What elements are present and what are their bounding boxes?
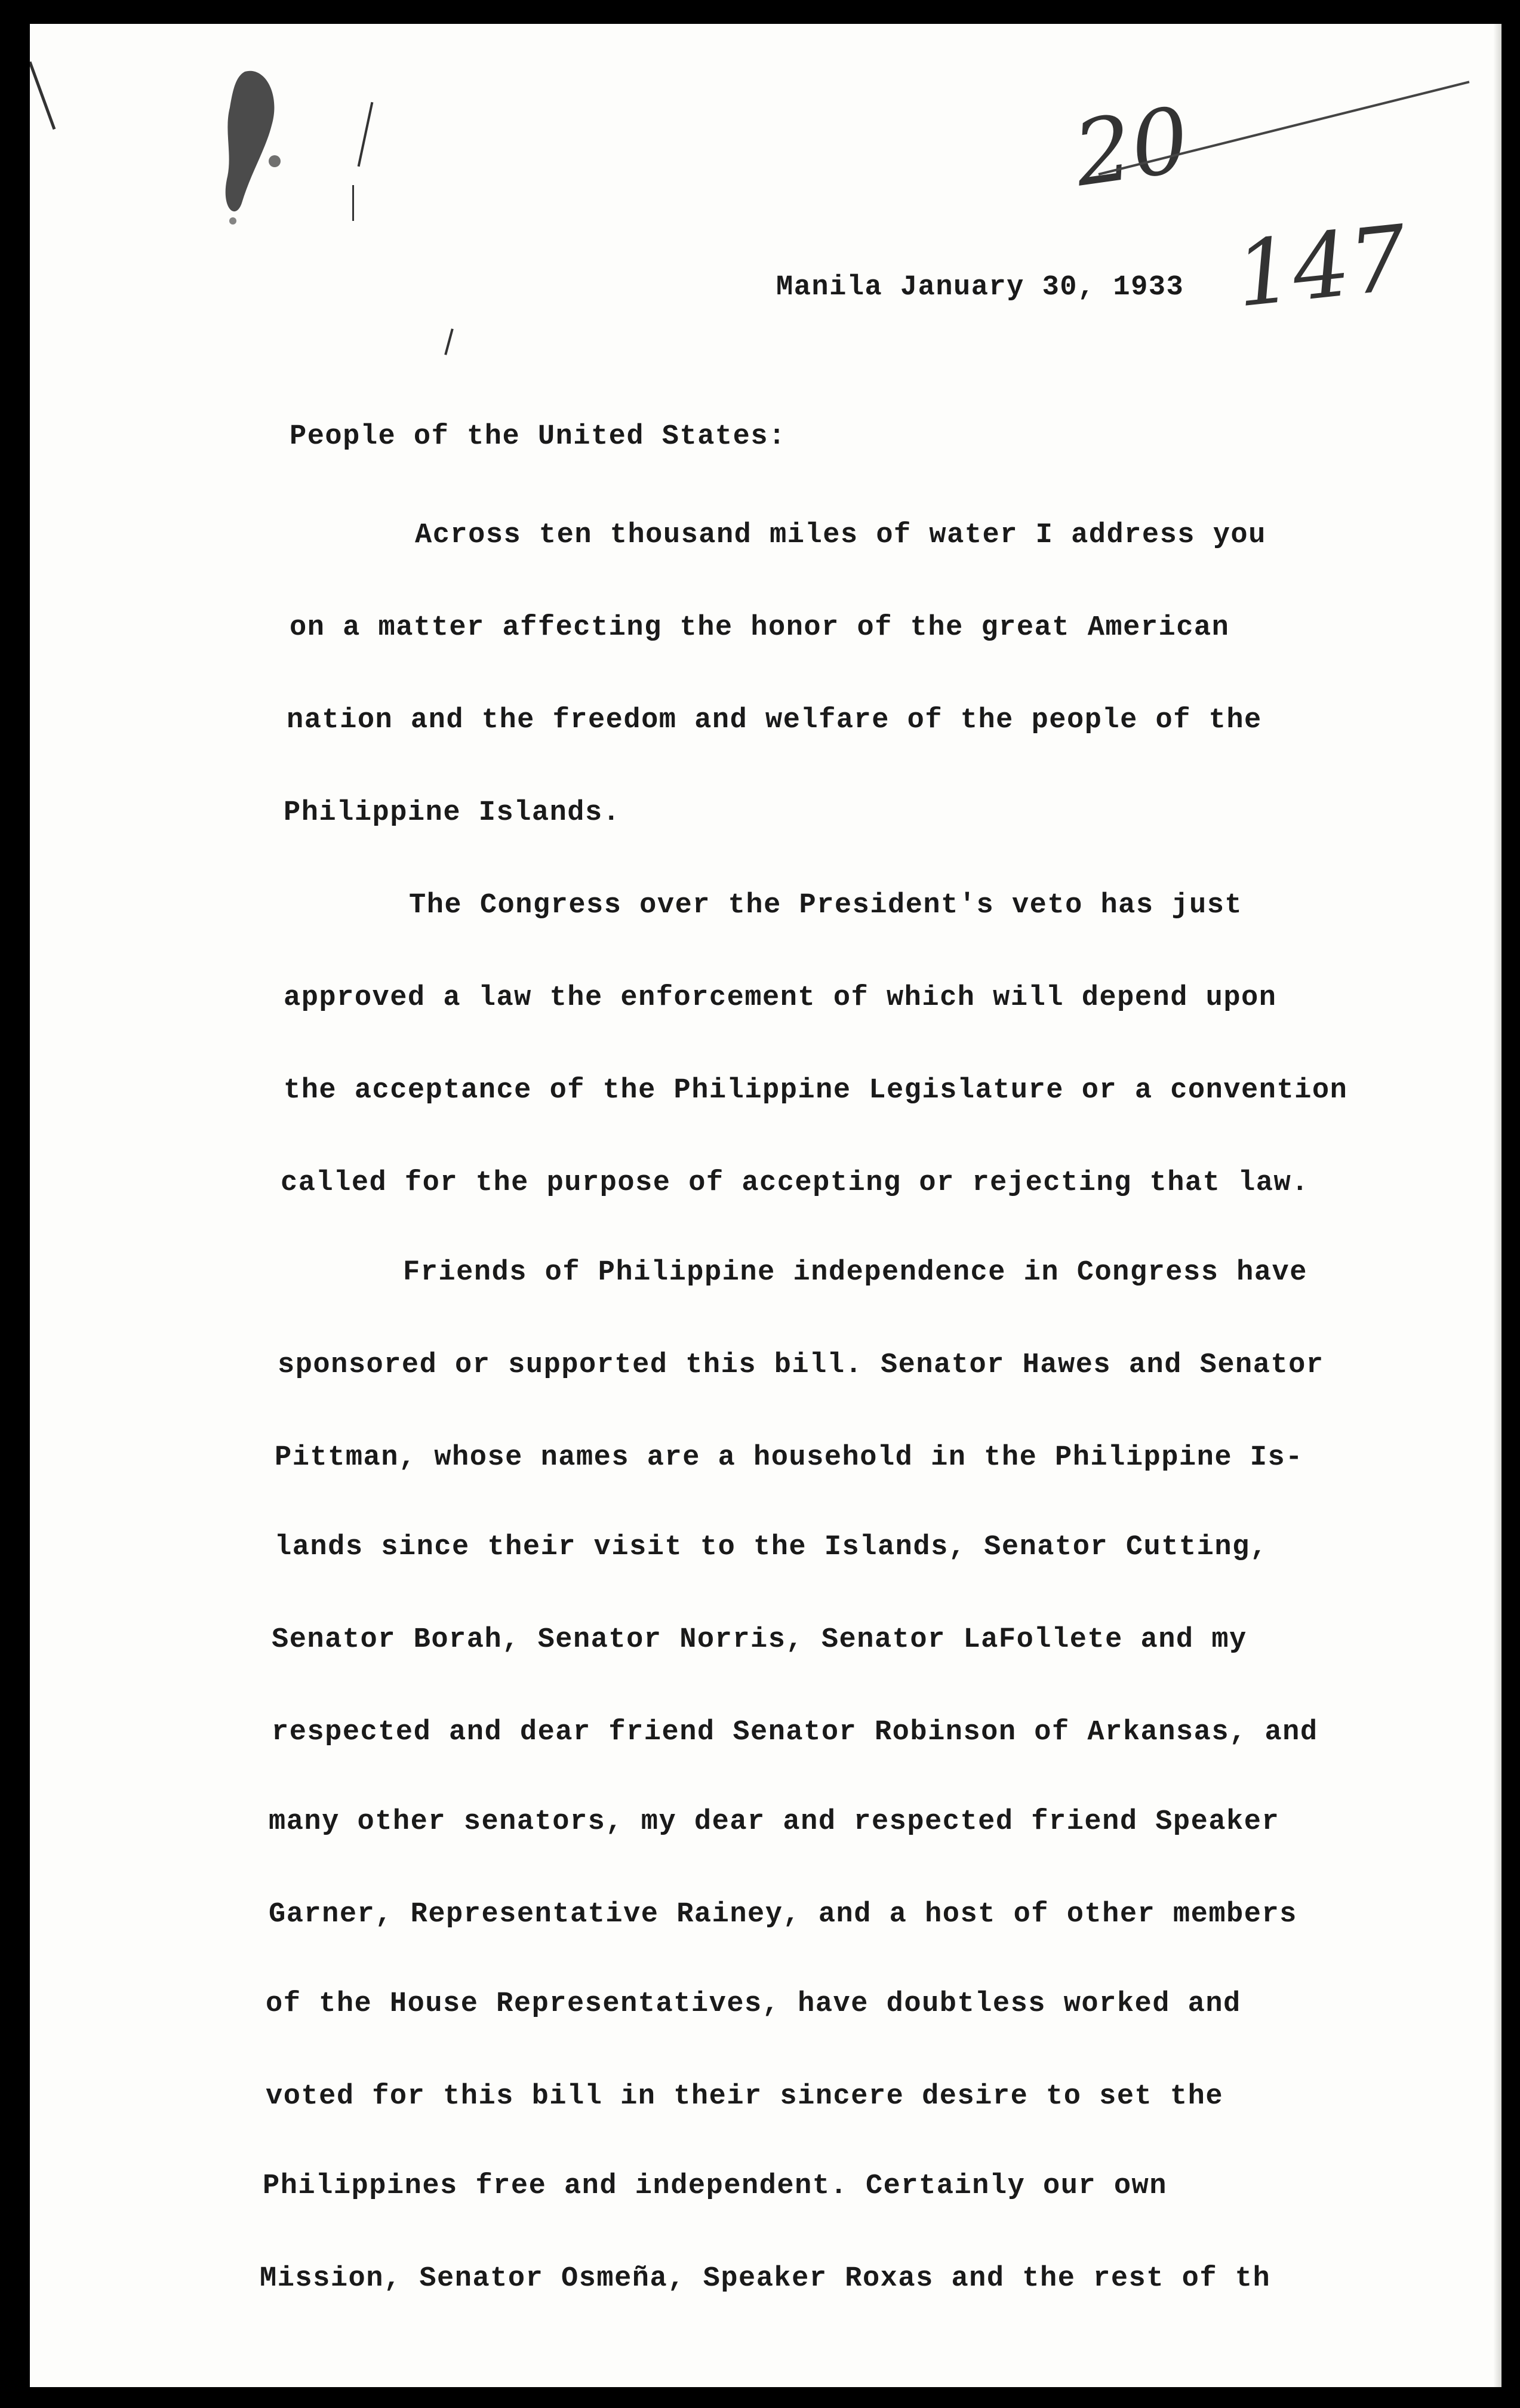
letter-line: called for the purpose of accepting or rejecting that law.	[281, 1167, 1309, 1199]
letter-line: sponsored or supported this bill. Senator Hawes and Senator	[278, 1349, 1324, 1381]
letter-line: Philippine Islands.	[284, 797, 621, 829]
letter-line: the acceptance of the Philippine Legislature or a convention	[284, 1075, 1348, 1106]
letter-line: Philippines free and independent. Certainly our own	[263, 2170, 1167, 2202]
letter-salutation: People of the United States:	[290, 421, 786, 453]
letter-line: many other senators, my dear and respected friend Speaker	[269, 1806, 1280, 1838]
letter-line: Across ten thousand miles of water I address you	[415, 519, 1266, 551]
letter-line: of the House Representatives, have doubtless worked and	[266, 1988, 1241, 2020]
handwritten-reference-number: 147	[1230, 206, 1412, 328]
stray-pencil-mark	[352, 185, 354, 221]
letter-line: The Congress over the President's veto has just	[409, 890, 1243, 921]
letter-line: Friends of Philippine independence in Congress have	[403, 1257, 1307, 1288]
letter-line: lands since their visit to the Islands, Senator Cutting,	[275, 1531, 1268, 1563]
letter-line: Garner, Representative Rainey, and a host of other members	[269, 1899, 1297, 1930]
handwritten-page-number: 20	[1067, 88, 1196, 207]
letter-line: nation and the freedom and welfare of the people of the	[287, 705, 1262, 736]
page-edge-shadow	[1493, 24, 1501, 2387]
letter-dateline: Manila January 30, 1933	[776, 272, 1184, 303]
letter-line: voted for this bill in their sincere desire to set the	[266, 2081, 1224, 2112]
letter-line: approved a law the enforcement of which will depend upon	[284, 982, 1277, 1014]
letter-line: on a matter affecting the honor of the great American	[290, 612, 1230, 644]
stray-margin-mark	[30, 61, 56, 130]
ink-smudge-mark	[209, 60, 299, 239]
letter-line: Pittman, whose names are a household in the Philippine Is-	[275, 1442, 1303, 1474]
document-page	[30, 24, 1501, 2387]
letter-line: Senator Borah, Senator Norris, Senator LaFollete and my	[272, 1624, 1247, 1656]
stray-pencil-mark	[358, 102, 374, 167]
stray-pencil-mark	[444, 328, 454, 355]
letter-line: respected and dear friend Senator Robinson of Arkansas, and	[272, 1717, 1318, 1748]
letter-line: Mission, Senator Osmeña, Speaker Roxas and the rest of th	[260, 2263, 1271, 2295]
